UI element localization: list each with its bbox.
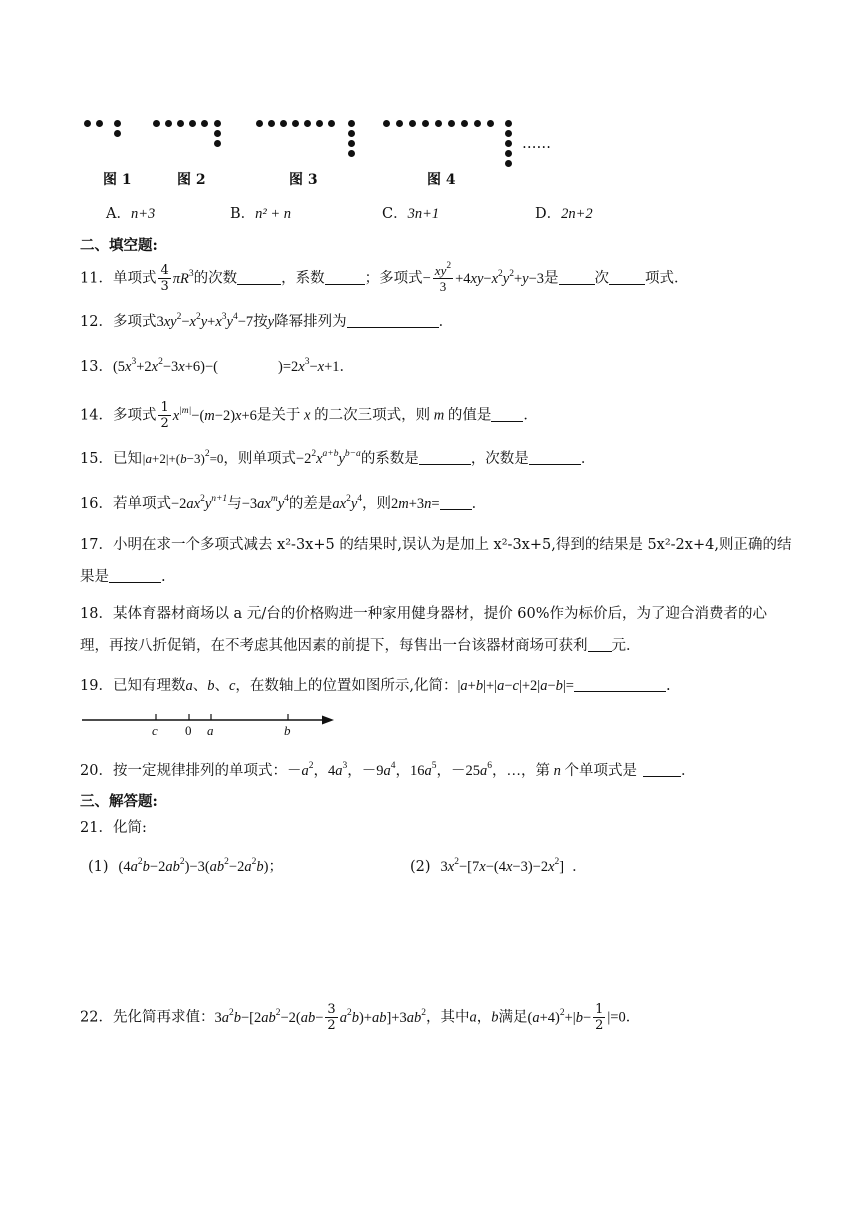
question-text: 某体育器材商场以 a 元/台的价格购进一种家用健身器材，提价 60%作为标价后，为了迎合消费者的心	[112, 606, 768, 622]
question-number: 16．	[80, 496, 113, 512]
math-expr: x	[300, 407, 315, 424]
numberline-label-0: 0	[185, 723, 192, 738]
numberline-label-a: a	[207, 723, 214, 738]
question-18-line-2	[80, 636, 641, 656]
question-number: 11．	[80, 270, 113, 287]
question-text: ．	[680, 763, 696, 779]
question-text: ；	[268, 859, 283, 875]
question-text: 若单项式	[112, 496, 171, 512]
answer-blank[interactable]	[347, 313, 439, 328]
question-number: 19．	[80, 678, 113, 694]
math-expr: $-3ax^my^4$	[241, 494, 289, 512]
question-text: 按	[253, 314, 268, 330]
question-text: 元．	[611, 638, 641, 654]
question-number: 14．	[80, 407, 113, 424]
question-20	[80, 761, 695, 781]
numberline-label-b: b	[284, 723, 291, 738]
question-text: ，次数是	[470, 451, 529, 467]
math-expr: a、b、c	[185, 678, 236, 694]
choice-expr: 2n+2	[561, 206, 593, 222]
question-13	[80, 357, 354, 377]
answer-blank[interactable]	[419, 450, 471, 465]
question-text: 的系数是	[360, 451, 419, 467]
math-expr: $3xy^2-x^2y+x^3y^4-7$	[156, 312, 254, 330]
question-text: ，	[476, 1009, 492, 1026]
question-text: 是关于	[256, 407, 301, 424]
question-text: 与	[227, 496, 242, 512]
dot	[114, 120, 121, 127]
question-text: 降幂排列为	[274, 314, 347, 330]
question-number: 12．	[80, 314, 113, 330]
answer-blank[interactable]	[109, 568, 161, 583]
question-21	[80, 818, 147, 838]
answer-blank[interactable]	[574, 677, 666, 692]
math-expr: $-2^2x^{a+b}y^{b-a}$	[295, 449, 361, 467]
question-text: 果是	[80, 569, 109, 585]
question-text: .	[665, 678, 671, 694]
question-text: ．	[523, 407, 538, 424]
question-number: 20．	[80, 763, 113, 779]
question-14	[80, 401, 538, 430]
choice-letter: D．	[535, 206, 562, 222]
question-21-part-1	[88, 857, 283, 877]
question-text: 项式．	[645, 270, 689, 287]
dot	[280, 120, 287, 127]
question-text: 的差是	[288, 496, 333, 512]
question-text: 的二次三项式，则	[314, 407, 431, 424]
math-expr: b	[491, 1009, 499, 1026]
dot	[214, 140, 221, 147]
dot	[114, 130, 121, 137]
question-text: 已知	[112, 451, 142, 467]
math-expr: m	[430, 407, 448, 424]
dot	[383, 120, 390, 127]
ellipsis: ……	[522, 136, 551, 152]
math-expr: 2m+3n=	[391, 496, 440, 512]
dot	[96, 120, 103, 127]
question-text: 个单项式是	[564, 763, 637, 779]
choice-expr: n² + n	[255, 206, 292, 222]
math-expr: $(4a^2b-2ab^2)-3(ab^2-2a^2b)$	[118, 857, 269, 875]
question-text: 次	[594, 270, 610, 287]
section-title-solve: 三、解答题:	[80, 793, 158, 810]
question-text: ，则单项式	[223, 451, 296, 467]
dot	[268, 120, 275, 127]
figure-label-2: 图 2	[177, 172, 206, 188]
question-text: ．	[625, 1009, 641, 1026]
question-17-line-2	[80, 567, 166, 587]
answer-blank[interactable]	[588, 637, 612, 652]
dot	[348, 130, 355, 137]
dot	[84, 120, 91, 127]
answer-blank[interactable]	[325, 270, 365, 285]
math-expr: $a^2b)+ab]+3ab^2$	[339, 1007, 426, 1026]
question-text: ，系数	[281, 270, 325, 287]
choice-d	[535, 204, 593, 224]
question-number: 21．	[80, 820, 113, 836]
question-text: 满足	[498, 1009, 528, 1026]
dot	[165, 120, 172, 127]
dot	[505, 160, 512, 167]
question-text: ．	[471, 496, 487, 512]
question-text: 先化简再求值：	[112, 1009, 215, 1026]
math-expr: |a+b|+|a−c|+2|a−b|=	[457, 678, 574, 694]
dot	[189, 120, 196, 127]
question-text: 按一定规律排列的单项式：	[112, 763, 287, 779]
fraction: $\frac{1}{2}$	[160, 400, 169, 431]
question-text: ．	[572, 859, 587, 875]
dot	[409, 120, 416, 127]
dot	[348, 140, 355, 147]
question-text: ，在数轴上的位置如图所示,化简：	[235, 678, 458, 694]
question-text: ；多项式	[364, 270, 423, 287]
question-15	[80, 449, 595, 469]
math-expr: |=0	[607, 1009, 626, 1026]
question-text: 单项式	[112, 270, 157, 287]
question-12	[80, 312, 453, 332]
choice-expr: 3n+1	[407, 206, 440, 222]
dot	[474, 120, 481, 127]
fraction: $\frac{3}{2}$	[327, 1002, 336, 1033]
dot	[316, 120, 323, 127]
question-number: 22．	[80, 1009, 113, 1026]
dot	[348, 150, 355, 157]
math-expr: $ax^2y^4$	[332, 494, 362, 512]
section-title-fill-in: 二、填空题:	[80, 237, 158, 254]
math-expr: $-a^2$，$4a^3$，$-9a^4$，$16a^5$，$-25a^6$，…	[286, 761, 521, 779]
fraction: $\frac{4}{3}$	[160, 263, 169, 294]
question-text: ．	[580, 451, 596, 467]
fraction: $\frac{xy^2}{3}$	[434, 261, 452, 294]
dot	[505, 120, 512, 127]
dot	[461, 120, 468, 127]
figure-label-1: 图 1	[103, 172, 132, 188]
math-expr: $|a+2|+(b-3)^2=0$	[141, 449, 224, 466]
question-19	[80, 676, 671, 696]
dot	[448, 120, 455, 127]
question-text: ，第	[520, 763, 550, 779]
dot	[256, 120, 263, 127]
dot	[177, 120, 184, 127]
question-number: 17．	[80, 537, 113, 553]
math-expr: $3a^2b-[2ab^2-2(ab-$	[214, 1007, 324, 1026]
math-expr: −	[422, 270, 431, 287]
part-number: (1)	[88, 859, 109, 875]
fraction: $\frac{1}{2}$	[595, 1002, 604, 1033]
question-17-line-1	[80, 535, 791, 555]
question-18-line-1	[80, 604, 767, 624]
math-expr: a	[469, 1009, 477, 1026]
answer-blank[interactable]	[491, 407, 523, 422]
dot	[292, 120, 299, 127]
numberline-label-c: c	[152, 723, 158, 738]
dot	[214, 130, 221, 137]
question-number: 18．	[80, 606, 113, 622]
dot	[214, 120, 221, 127]
dot	[328, 120, 335, 127]
dot	[505, 150, 512, 157]
question-21-part-2	[410, 857, 587, 877]
answer-blank[interactable]	[529, 450, 581, 465]
dot	[435, 120, 442, 127]
question-text: 多项式	[112, 314, 157, 330]
choice-c	[382, 204, 439, 224]
answer-blank[interactable]	[440, 495, 472, 510]
dot	[348, 120, 355, 127]
part-number: (2)	[410, 859, 431, 875]
dot	[201, 120, 208, 127]
choice-letter: B．	[230, 206, 256, 222]
question-text: 理，再按八折促销，在不考虑其他因素的前提下，每售出一台该器材商场可获利	[80, 638, 588, 654]
question-11	[80, 261, 689, 294]
question-text: ．	[339, 359, 355, 375]
dot	[505, 140, 512, 147]
choice-expr: n+3	[130, 206, 156, 222]
math-expr: $-2ax^2y^{n+1}$	[170, 494, 228, 512]
arrow-icon	[322, 716, 334, 725]
choice-letter: C．	[382, 206, 408, 222]
question-text: 的次数	[193, 270, 238, 287]
question-text: .	[161, 569, 166, 585]
math-expr: $(5x^3+2x^2-3x+6)-$( )$=2x^3-x+1$	[112, 357, 340, 375]
question-text: 是	[544, 270, 559, 287]
question-text: 小明在求一个多项式减去 x²-3x+5 的结果时,误认为是加上 x²-3x+5,得到的结果是 5x²-2x+4,则正确的结	[112, 537, 792, 553]
dot	[487, 120, 494, 127]
math-expr: $+4xy-x^2y^2+y-3$	[455, 268, 545, 287]
question-text: 多项式	[112, 407, 157, 424]
dot	[153, 120, 160, 127]
choice-letter: A．	[106, 206, 131, 222]
choice-b	[230, 204, 291, 224]
answer-blank[interactable]	[643, 762, 681, 777]
question-number: 15．	[80, 451, 113, 467]
math-expr: $(a+4)^2+|b-$	[527, 1007, 592, 1026]
math-expr: $x^{|m|}-(m-2)x+6$	[172, 405, 257, 424]
answer-blank[interactable]	[237, 270, 281, 285]
dot	[304, 120, 311, 127]
math-expr: y	[267, 314, 275, 330]
math-expr: n	[549, 763, 565, 779]
question-number: 13．	[80, 359, 113, 375]
answer-blank[interactable]	[609, 270, 645, 285]
choice-a	[106, 204, 155, 224]
math-expr: $\pi R^3$	[172, 268, 194, 287]
answer-blank[interactable]	[559, 270, 595, 285]
figure-label-3: 图 3	[289, 172, 318, 188]
math-expr: $3x^2-[7x-(4x-3)-2x^2]$	[440, 857, 565, 875]
dot	[396, 120, 403, 127]
question-text: 已知有理数	[112, 678, 186, 694]
question-text: ．	[438, 314, 454, 330]
figure-label-4: 图 4	[427, 172, 456, 188]
question-text: ，其中	[425, 1009, 470, 1026]
question-text: 的值是	[447, 407, 492, 424]
question-text: ，则	[362, 496, 391, 512]
dot	[505, 130, 512, 137]
question-16	[80, 494, 486, 514]
question-22	[80, 1003, 640, 1032]
question-text: 化简:	[112, 820, 147, 836]
dot	[422, 120, 429, 127]
